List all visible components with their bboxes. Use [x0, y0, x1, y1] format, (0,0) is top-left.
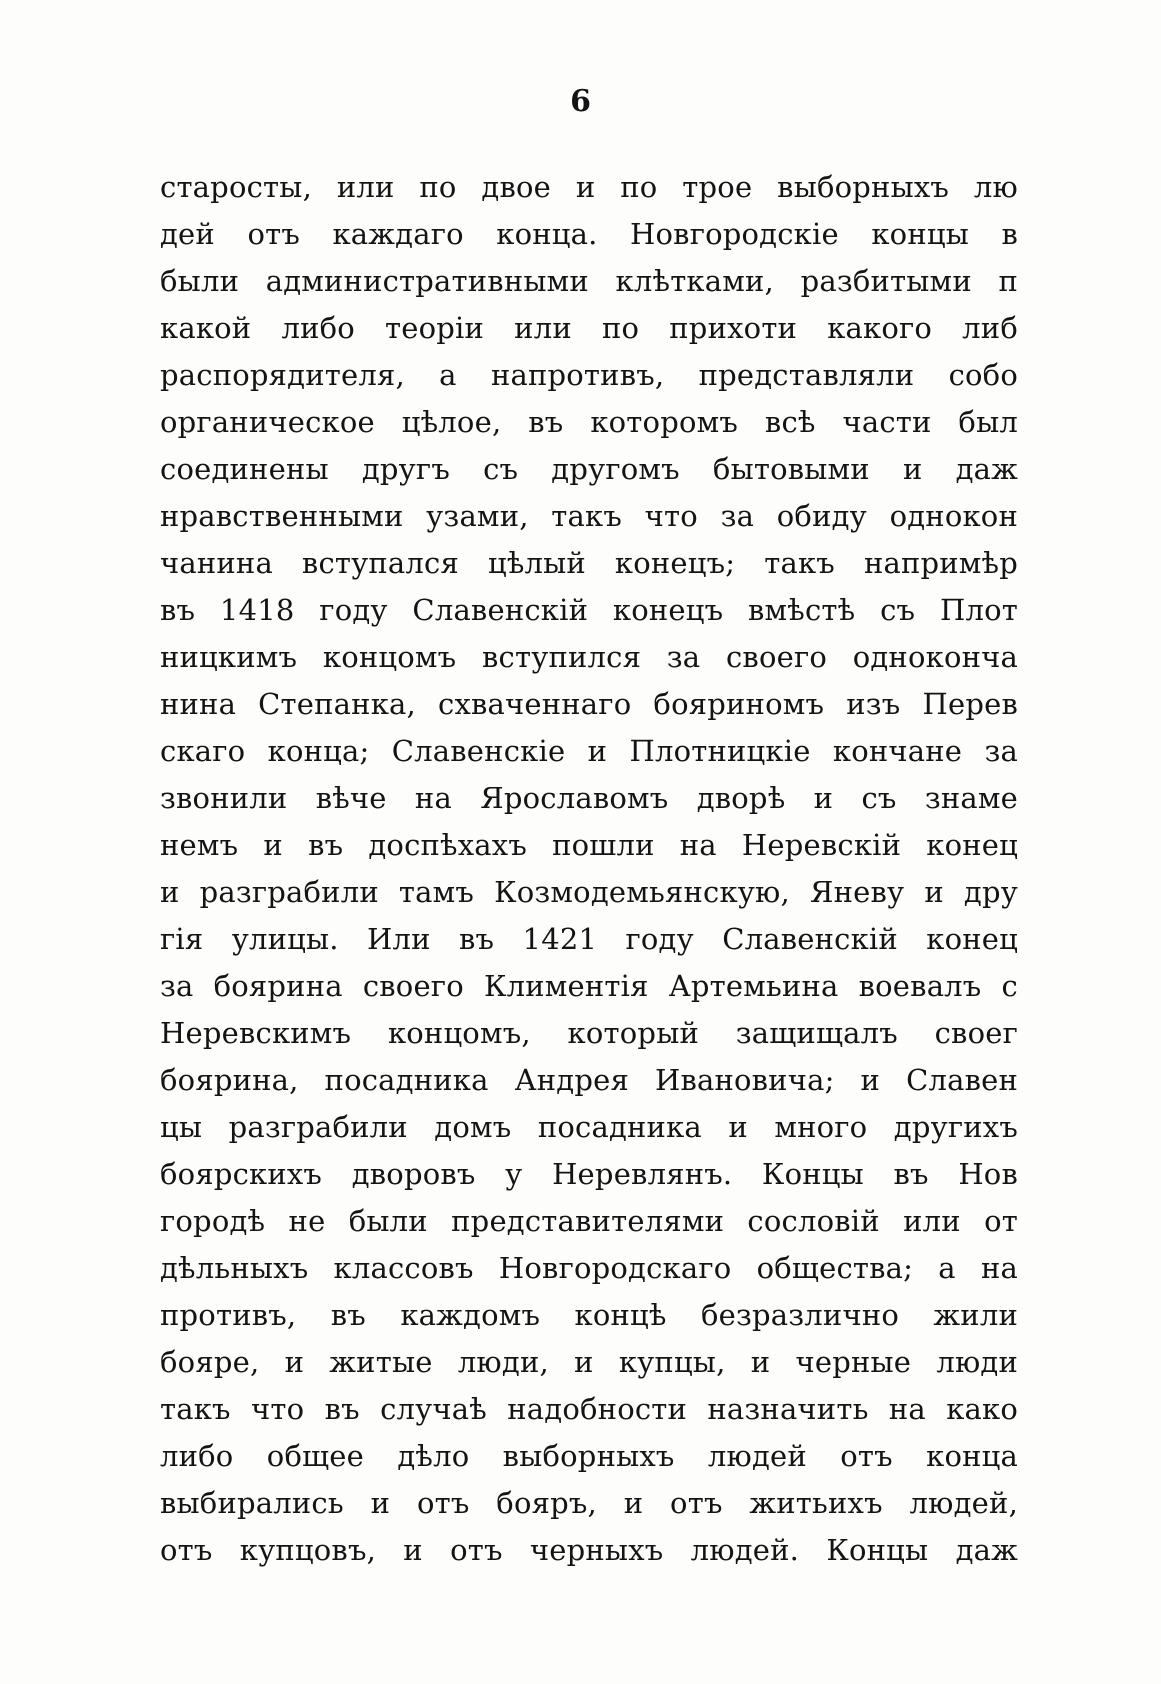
text-line: либо общее дѣло выборныхъ людей отъ конца — [160, 1439, 1018, 1473]
text-line: и разграбили тамъ Козмодемьянскую, Яневу и дру — [160, 875, 1018, 909]
text-line: отъ купцовъ, и отъ черныхъ людей. Концы даж — [160, 1533, 1018, 1567]
text-line: дей отъ каждаго конца. Новгородскіе концы в — [160, 217, 1018, 251]
text-line: боярина, посадника Андрея Ивановича; и Славен — [160, 1063, 1018, 1097]
text-line: звонили вѣче на Ярославомъ дворѣ и съ знаме — [160, 781, 1018, 815]
text-line: соединены другъ съ другомъ бытовыми и даж — [160, 452, 1018, 486]
text-line: боярскихъ дворовъ у Неревлянъ. Концы въ Нов — [160, 1157, 1018, 1191]
text-line: органическое цѣлое, въ которомъ всѣ части был — [160, 405, 1018, 439]
page-number: 6 — [570, 84, 591, 119]
text-line: какой либо теоріи или по прихоти какого либ — [160, 311, 1018, 345]
text-line: такъ что въ случаѣ надобности назначить на како — [160, 1392, 1018, 1426]
text-line: цы разграбили домъ посадника и много другихъ — [160, 1110, 1018, 1144]
text-line: городѣ не были представителями сословій или от — [160, 1204, 1018, 1238]
body-text — [160, 164, 1018, 1574]
text-line: нина Степанка, схваченнаго бояриномъ изъ Перев — [160, 687, 1018, 721]
text-line: распорядителя, а напротивъ, представляли собо — [160, 358, 1018, 392]
text-line: ницкимъ концомъ вступился за своего одноконча — [160, 640, 1018, 674]
text-line: Неревскимъ концомъ, который защищалъ своег — [160, 1016, 1018, 1050]
text-line: немъ и въ доспѣхахъ пошли на Неревскій конец — [160, 828, 1018, 862]
text-line: дѣльныхъ классовъ Новгородскаго общества; а на — [160, 1251, 1018, 1285]
text-line: нравственными узами, такъ что за обиду однокон — [160, 499, 1018, 533]
text-line: бояре, и житые люди, и купцы, и черные люди — [160, 1345, 1018, 1379]
text-line: противъ, въ каждомъ концѣ безразлично жили — [160, 1298, 1018, 1332]
text-line: чанина вступался цѣлый конецъ; такъ напримѣр — [160, 546, 1018, 580]
text-line: въ 1418 году Славенскій конецъ вмѣстѣ съ Плот — [160, 593, 1018, 627]
text-line: выбирались и отъ бояръ, и отъ житьихъ людей, — [160, 1486, 1018, 1520]
text-line: были административными клѣтками, разбитыми п — [160, 264, 1018, 298]
text-line: скаго конца; Славенскіе и Плотницкіе кончане за — [160, 734, 1018, 768]
text-line: за боярина своего Климентія Артемьина воевалъ с — [160, 969, 1018, 1003]
text-line: гія улицы. Или въ 1421 году Славенскій конец — [160, 922, 1018, 956]
text-line: старосты, или по двое и по трое выборныхъ лю — [160, 170, 1018, 204]
